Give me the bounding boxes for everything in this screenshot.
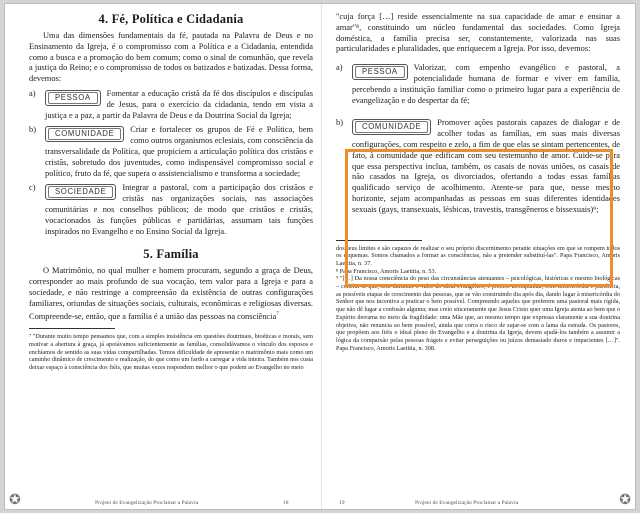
page-gutter — [321, 4, 322, 509]
footnote-rule — [29, 328, 115, 329]
item-letter: b) — [29, 125, 36, 135]
item-text: Criar e fortalecer os grupos de Fé e Política, bem como outros organismos eclesiais, com consciência da transversalidade da Política, que propiciem a articulação política dos cristãos e cristãs, sobretudo dos juventudes, como indispensável compromisso social e político, fruto da fé, que supera o assistencialismo e transforma a sociedade; — [45, 125, 313, 178]
footnote-9: ⁹ "[…] Da nossa consciência do peso das circunstâncias atenuantes – psicológicas, históricas e mesmo biológicas – conclui-se que, sem diminuir o valor do ideal evangélico, é preciso acompanhar, com misericórdia e paciência, as possíveis etapas de crescimento das pessoas, que se vão construindo dia após dia, dando lugar à misericórdia do Senhor que nos incentiva a praticar o bem possível. Compreendo aqueles que preferem uma pastoral mais rígida, que não dê lugar a confusão alguma; mas creio sinceramente que Jesus Cristo quer uma Igreja atenta ao bem que o Espírito derrama no meio da fragilidade: uma Mãe que, ao mesmo tempo que expressa claramente a sua doutrina objetiva, não renuncia ao bem possível, ainda que corra o risco de sujar-se com a lama da estrada. Os pastores, que propõem aos fiéis o ideal pleno do Evangelho e a doutrina da Igreja, devem ajudá-los também a assumir a lógica da compaixão pelas pessoas frágeis e evitar perseguições ou juízos demasiado duros e impacientes […]". Papa Francisco, Amoris Laetitia, n. 308. — [336, 275, 620, 352]
item-text: Valorizar, com empenho evangélico e pastoral, a potencialidade humana de formar e viver em família, percebendo a instituição familiar como o primeiro lugar para a experiência de evangelização e do despertar da fé; — [352, 63, 620, 105]
familia-paragraph: O Matrimônio, no qual mulher e homem procuram, segundo a graça de Deus, corresponder ao mais profundo de sua vocação, tem valor para a Igreja e para a sociedade, e não restringe a compreensão da existência de outras configurações familiares, oriundas de situações sociais, culturais, econômicas e religiosas diversas. Compreende-se, então, que a família é a união das pessoas na consciência$^7$ — [29, 266, 313, 321]
left-item-c — [29, 183, 313, 237]
item-text: Fomentar a educação cristã da fé dos discípulos e discípulas de Jesus, para o exercício da cidadania, tendo em vista a justiça e a paz, a partir da Palavra de Deus e da Doutrina Social da Igreja; — [45, 88, 313, 120]
heading-familia: 5. Família — [143, 247, 199, 262]
left-intro-paragraph: Uma das dimensões fundamentais da fé, pautada na Palavra de Deus e no Ensinamento da Igreja, é o compromisso com a Política e a Cidadania, entendida como a busca e a promoção do bem comum; como o sinal de comunhão, que revela a justiça do Reino; e o compromisso de todos os batizados e batizadas. Dessa forma, devemos: — [29, 31, 313, 84]
footnote-8: ⁸ Papa Francisco, Amoris Laetitia, n. 53. — [336, 267, 437, 275]
left-item-b — [29, 125, 313, 179]
heading-fe-politica: 4. Fé, Política e Cidadania — [98, 12, 244, 26]
footnote-7: ⁷ "Durante muito tempo pensamos que, com a simples insistência em questões doutrinais, bioéticas e morais, sem motivar a abertura à graça, já apoiávamos suficientemente as famílias, consolidávamos o vínculo dos esposos e enchíamos de sentido as suas vidas compartilhadas. Temos dificuldade de apresentar o matrimônio mais como um caminho dinâmico de crescimento e realização, do que como um fardo a carregar a vida inteira. Também nos custa deixar espaço à consciência dos fiéis, que muitas vezes respondem melhor o que podem ao Evangelho no meio — [29, 333, 313, 371]
highlight-box — [345, 149, 613, 287]
item-letter: c) — [29, 183, 36, 193]
left-item-a — [29, 89, 313, 121]
footnote-7-continued: dos seus limites e são capazes de realizar o seu próprio discernimento perante situações em que se rompem todos os esquemas. Somos chamados a formar as consciências, não a pretender substituí-las". Papa Francisco, Amoris Laetitia, n. 37. — [336, 244, 620, 267]
footnote-ref[interactable]: 7 — [276, 311, 279, 317]
item-letter: a) — [29, 88, 36, 98]
tag-comunidade: COMUNIDADE — [45, 126, 124, 142]
left-page-number: 18 — [283, 500, 289, 506]
star-ornament-icon: ✪ — [9, 492, 21, 508]
right-footer-title: Projeto de Evangelização Proclamar a Palavra — [415, 500, 519, 506]
tag-comunidade: COMUNIDADE — [352, 119, 431, 135]
right-item-a — [336, 63, 620, 106]
item-text: Promover ações pastorais capazes de dialogar e de acolher todas as famílias, em suas mais diversas configurações, com respeito e zelo, a fim de que elas se sintam pertencentes, de fato, à comunidade que edificam com seu testemunho de amor. Cuide-se para que essa perspectiva inclua, também, os casais de novas uniões, os casais de não casados na Igreja, os divorciados, ofertando a todas essas famílias qualificado serviço de acolhimento. Atente-se para que, nesse mesmo horizonte, sejam acompanhadas as pessoas em suas diferentes identidades sexuais (gays, transexuais, lésbicas, travestis, transgêneros e bissexuais)⁹; — [352, 118, 620, 214]
tag-sociedade: SOCIEDADE — [45, 184, 116, 200]
star-ornament-icon: ✪ — [619, 492, 631, 508]
item-letter: a) — [336, 63, 343, 73]
tag-pessoa: PESSOA — [352, 64, 408, 80]
item-letter: b) — [336, 118, 343, 128]
left-footer-title: Projeto de Evangelização Proclamar a Palavra — [95, 500, 199, 506]
right-intro-paragraph: "cuja força […] reside essencialmente na sua capacidade de amar e ensinar a amar"⁸, constituindo um núcleo fundamental das sociedades. Como Igreja doméstica, a família precisa ser, constantemente, valorizada nas suas particularidades e pluralidades, que enriquecem a Igreja. Por isso, devemos: — [336, 12, 620, 54]
left-page — [29, 12, 313, 372]
right-page-number: 19 — [339, 500, 345, 506]
item-text: Integrar a pastoral, com a participação dos cristãos e cristãs nas organizações sociais, nas associações comunitárias e nos conselhos públicos; de modo que cristãos e cristãs, vocacionados às funções públicas e partidárias, assumam tais funções inspirados no Evangelho e no Ensino Social da Igreja. — [45, 183, 313, 236]
tag-pessoa: PESSOA — [45, 90, 101, 106]
